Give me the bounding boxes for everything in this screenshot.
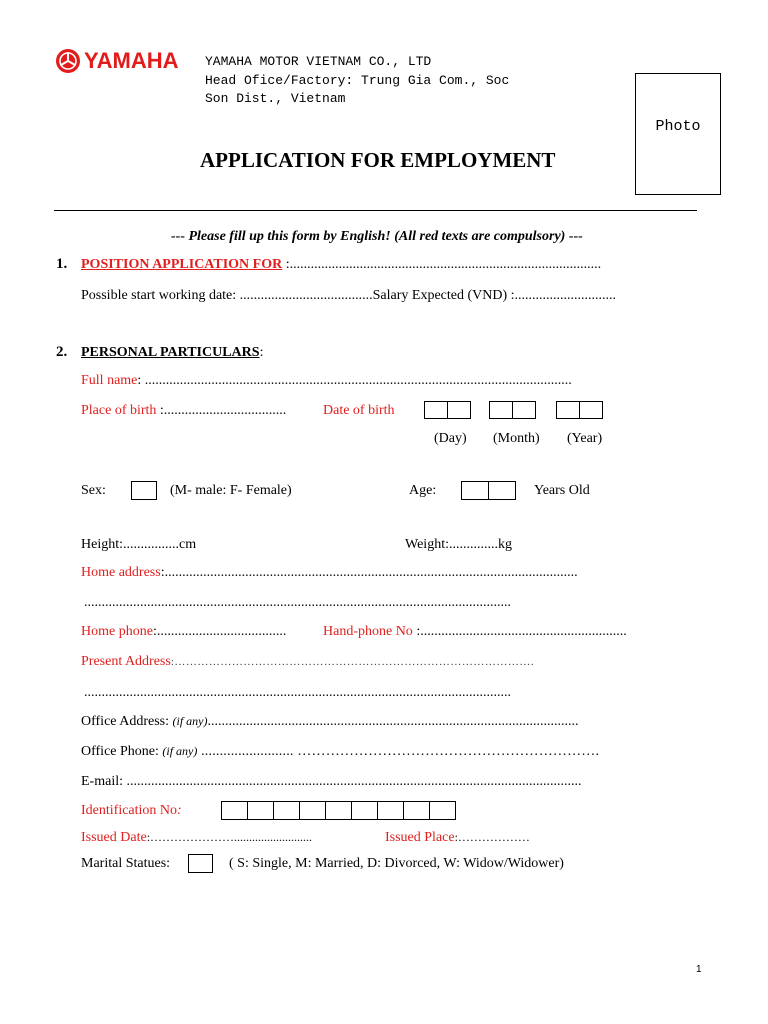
marital-label: Marital Statues: xyxy=(81,856,171,871)
photo-box[interactable] xyxy=(635,73,721,195)
personal-colon: : xyxy=(259,345,264,360)
full-name-label: Full name xyxy=(81,373,138,388)
digit-box[interactable] xyxy=(273,801,300,820)
position-dots[interactable]: :......................................................................................... xyxy=(282,257,602,272)
issued-date-row xyxy=(81,830,312,846)
year-label: (Year) xyxy=(567,431,603,446)
issued-place-field[interactable]: :……………… xyxy=(454,830,530,844)
hand-phone-field[interactable]: :........................................................... xyxy=(412,624,627,639)
digit-box[interactable] xyxy=(429,801,456,820)
section2-number: 2. xyxy=(56,344,68,360)
id-colon: : xyxy=(177,803,182,818)
header-divider xyxy=(54,210,697,211)
marital-hint: ( S: Single, M: Married, D: Divorced, W: Widow/Widower) xyxy=(229,856,564,871)
issued-place-label: Issued Place xyxy=(385,830,455,845)
form-title: APPLICATION FOR EMPLOYMENT xyxy=(200,148,556,172)
digit-box[interactable] xyxy=(424,401,448,419)
id-label: Identification No xyxy=(81,803,178,818)
personal-label: PERSONAL PARTICULARS xyxy=(81,345,260,360)
home-address-row xyxy=(81,565,578,581)
present-address-line2[interactable]: .......................................................................................................................... xyxy=(84,685,511,700)
month-label: (Month) xyxy=(493,431,540,446)
digit-box[interactable] xyxy=(579,401,603,419)
digit-box[interactable] xyxy=(447,401,471,419)
personal-heading xyxy=(81,345,263,361)
email-field[interactable]: E-mail: .................................................................................................................................. xyxy=(81,774,582,789)
dob-year-boxes[interactable] xyxy=(556,401,602,419)
office-phone-hint: (if any) xyxy=(162,744,198,758)
hand-phone-row xyxy=(323,624,627,640)
digit-box[interactable] xyxy=(247,801,274,820)
home-phone-label: Home phone xyxy=(81,624,153,639)
digit-box[interactable] xyxy=(489,401,513,419)
yamaha-logo xyxy=(55,48,179,74)
sex-box[interactable] xyxy=(131,481,157,500)
position-label: POSITION APPLICATION FOR xyxy=(81,257,283,272)
weight-field[interactable]: Weight:..............kg xyxy=(405,537,512,552)
digit-box[interactable] xyxy=(299,801,326,820)
dob-day-boxes[interactable] xyxy=(424,401,470,419)
digit-box[interactable] xyxy=(556,401,580,419)
place-of-birth-field[interactable]: :................................... xyxy=(156,403,287,418)
full-name-row xyxy=(81,373,572,389)
office-address-label: Office Address: xyxy=(81,714,169,729)
full-name-field[interactable]: : .......................................................................................................................... xyxy=(137,373,572,388)
page-number: 1 xyxy=(696,964,702,975)
company-contact-clip xyxy=(205,108,439,118)
sex-hint: (M- male: F- Female) xyxy=(170,483,292,498)
marital-box[interactable] xyxy=(188,854,213,873)
age-boxes[interactable] xyxy=(461,481,515,500)
place-of-birth-row xyxy=(81,403,286,419)
office-phone-field[interactable]: ......................... ………………………………………………………. xyxy=(197,744,600,759)
home-address-line2[interactable]: .......................................................................................................................... xyxy=(84,595,511,610)
photo-label: Photo xyxy=(655,118,701,135)
home-address-field[interactable]: :...................................................................................................................... xyxy=(160,565,578,580)
instruction-text: --- Please fill up this form by English! (All red texts are compulsory) --- xyxy=(171,229,583,244)
present-address-row xyxy=(81,654,534,670)
office-address-hint: (if any) xyxy=(172,714,208,728)
issued-date-field[interactable]: :………………….......................... xyxy=(146,830,313,844)
company-address-line2: Son Dist., Vietnam xyxy=(205,91,346,106)
office-address-row xyxy=(81,714,579,730)
digit-box[interactable] xyxy=(512,401,536,419)
height-field[interactable]: Height:................cm xyxy=(81,537,197,552)
years-old-label: Years Old xyxy=(534,483,590,498)
day-label: (Day) xyxy=(434,431,467,446)
digit-box[interactable] xyxy=(488,481,516,500)
place-of-birth-label: Place of birth xyxy=(81,403,157,418)
digit-box[interactable] xyxy=(221,801,248,820)
id-number-boxes[interactable] xyxy=(221,801,455,820)
present-address-label: Present Address xyxy=(81,654,171,669)
hand-phone-label: Hand-phone No xyxy=(323,624,413,639)
tuning-fork-emblem-icon xyxy=(55,48,81,74)
logo-text: YAMAHA xyxy=(84,48,179,73)
present-address-field[interactable]: :…………………………………………………………………………………. xyxy=(170,656,535,668)
start-date-salary-row[interactable]: Possible start working date: ......................................Salary Expected (VND) :............................. xyxy=(81,288,617,303)
office-address-field[interactable]: .......................................................................................................... xyxy=(207,714,579,729)
date-of-birth-label: Date of birth xyxy=(323,403,395,418)
position-row xyxy=(81,257,601,273)
home-phone-field[interactable]: :..................................... xyxy=(152,624,287,639)
issued-place-row xyxy=(385,830,530,846)
dob-month-boxes[interactable] xyxy=(489,401,535,419)
digit-box[interactable] xyxy=(377,801,404,820)
section1-number: 1. xyxy=(56,256,68,272)
age-label: Age: xyxy=(409,483,437,498)
office-phone-label: Office Phone: xyxy=(81,744,159,759)
company-name: YAMAHA MOTOR VIETNAM CO., LTD xyxy=(205,54,432,69)
digit-box[interactable] xyxy=(325,801,352,820)
issued-date-label: Issued Date xyxy=(81,830,147,845)
digit-box[interactable] xyxy=(351,801,378,820)
sex-label: Sex: xyxy=(81,483,106,498)
office-phone-row xyxy=(81,744,599,760)
home-phone-row xyxy=(81,624,286,640)
home-address-label: Home address xyxy=(81,565,161,580)
company-address-line1: Head Ofice/Factory: Trung Gia Com., Soc xyxy=(205,73,510,88)
id-row xyxy=(81,803,182,819)
digit-box[interactable] xyxy=(403,801,430,820)
digit-box[interactable] xyxy=(461,481,489,500)
